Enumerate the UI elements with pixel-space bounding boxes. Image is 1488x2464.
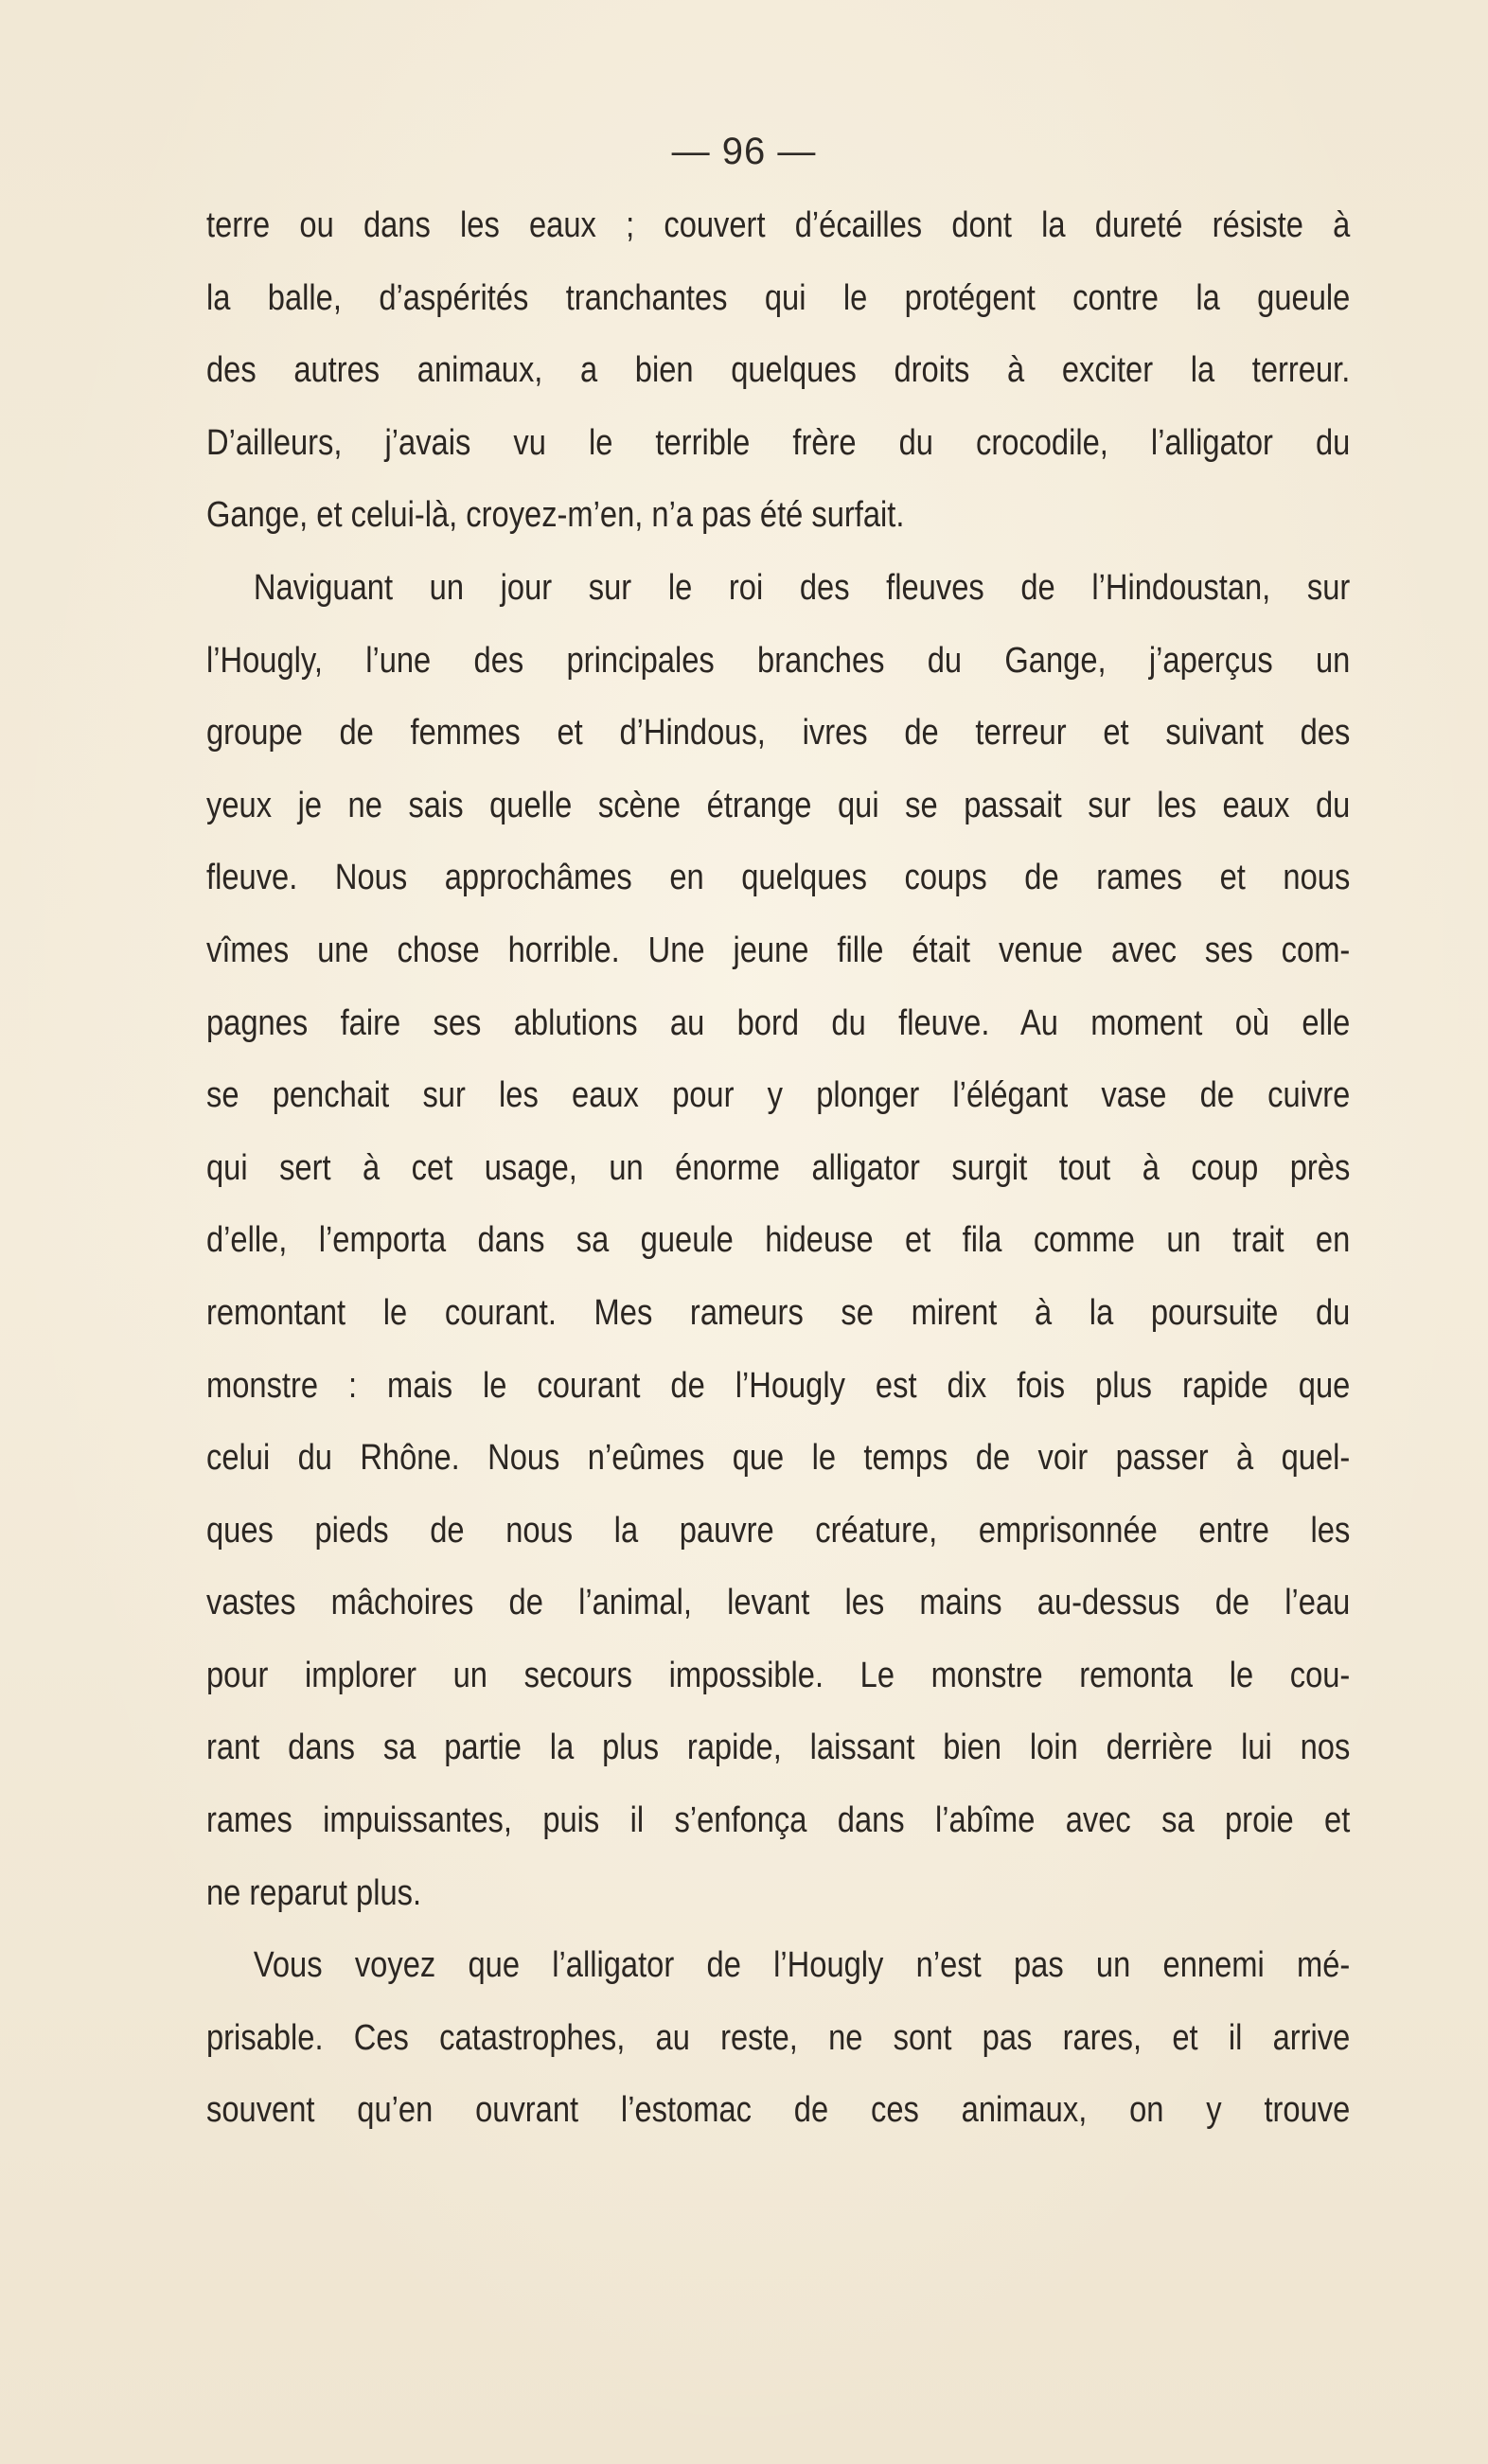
text-line: ques pieds de nous la pauvre créature, emprisonnée entre les xyxy=(206,1510,1351,1551)
body-text xyxy=(206,189,1350,2147)
text-line: rames impuissantes, puis il s’enfonça dans l’abîme avec sa proie et xyxy=(206,1800,1351,1841)
text-line: remontant le courant. Mes rameurs se mirent à la poursuite du xyxy=(206,1292,1351,1333)
text-line: rant dans sa partie la plus rapide, laissant bien loin derrière lui nos xyxy=(206,1728,1351,1768)
text-line: celui du Rhône. Nous n’eûmes que le temps de voir passer à quel- xyxy=(206,1438,1351,1479)
text-line: Vous voyez que l’alligator de l’Hougly n’est pas un ennemi mé- xyxy=(253,1945,1351,1986)
text-line: monstre : mais le courant de l’Hougly est dix fois plus rapide que xyxy=(206,1365,1351,1406)
text-line: ne reparut plus. xyxy=(206,1872,422,1913)
text-line: Naviguant un jour sur le roi des fleuves de l’Hindoustan, sur xyxy=(253,567,1351,608)
text-line: vastes mâchoires de l’animal, levant les mains au-dessus de l’eau xyxy=(206,1583,1351,1623)
text-line: des autres animaux, a bien quelques droits à exciter la terreur. xyxy=(206,350,1351,391)
text-line: yeux je ne sais quelle scène étrange qui se passait sur les eaux du xyxy=(206,785,1351,825)
text-line: fleuve. Nous approchâmes en quelques coups de rames et nous xyxy=(206,858,1351,898)
text-line: vîmes une chose horrible. Une jeune fille était venue avec ses com- xyxy=(206,930,1351,970)
text-line: D’ailleurs, j’avais vu le terrible frère du crocodile, l’alligator du xyxy=(206,422,1351,463)
text-line: l’Hougly, l’une des principales branches du Gange, j’aperçus un xyxy=(206,640,1351,681)
text-line: se penchait sur les eaux pour y plonger l’élégant vase de cuivre xyxy=(206,1075,1351,1116)
text-line: groupe de femmes et d’Hindous, ivres de terreur et suivant des xyxy=(206,713,1351,753)
text-line: d’elle, l’emporta dans sa gueule hideuse et fila comme un trait en xyxy=(206,1220,1351,1261)
text-line: la balle, d’aspérités tranchantes qui le protégent contre la gueule xyxy=(206,277,1351,318)
text-line: prisable. Ces catastrophes, au reste, ne sont pas rares, et il arrive xyxy=(206,2017,1351,2058)
text-line: terre ou dans les eaux ; couvert d’écailles dont la dureté résiste à xyxy=(206,205,1351,245)
text-line: pour implorer un secours impossible. Le monstre remonta le cou- xyxy=(206,1655,1351,1695)
text-line: Gange, et celui-là, croyez-m’en, n’a pas été surfait. xyxy=(206,495,905,536)
text-line: souvent qu’en ouvrant l’estomac de ces animaux, on y trouve xyxy=(206,2090,1351,2131)
text-line: qui sert à cet usage, un énorme alligator surgit tout à coup près xyxy=(206,1147,1351,1188)
page-number: — 96 — xyxy=(671,131,817,172)
text-line: pagnes faire ses ablutions au bord du fleuve. Au moment où elle xyxy=(206,1002,1351,1043)
